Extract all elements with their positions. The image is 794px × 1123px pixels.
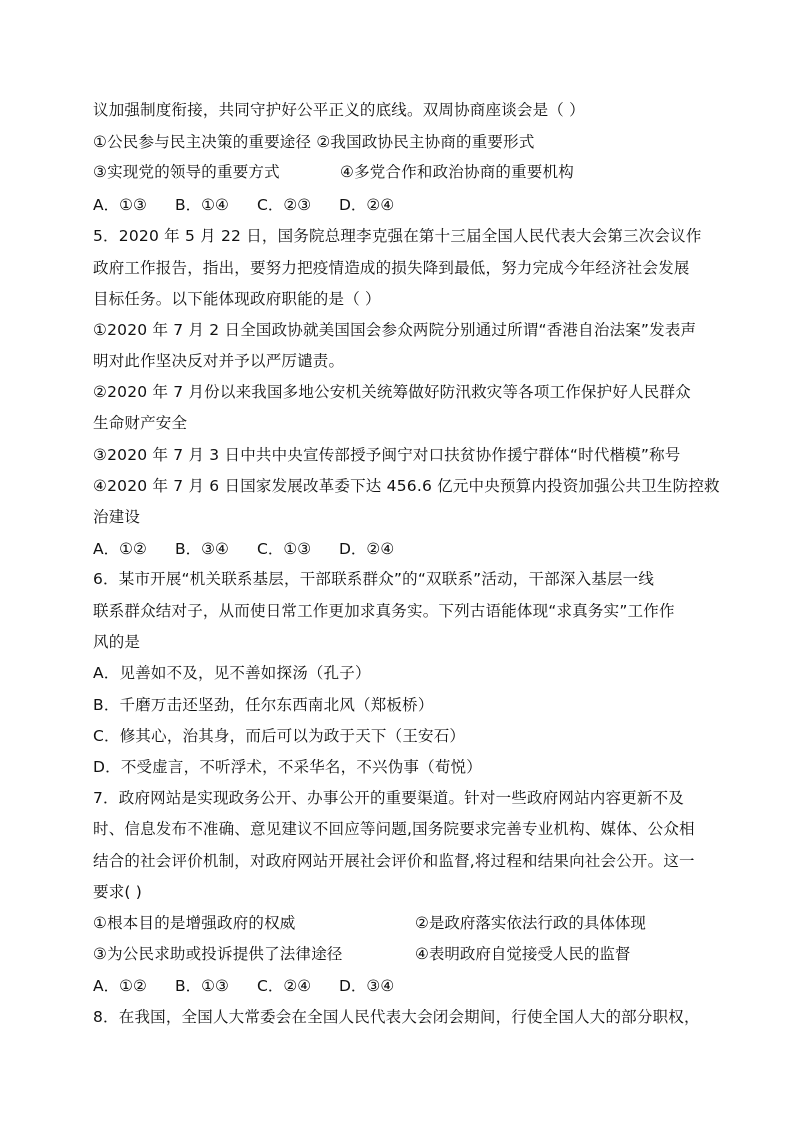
q7-statement-2: ②是政府落实依法行政的具体体现 xyxy=(415,914,646,932)
q8-stem-1: 8．在我国，全国人大常委会在全国人民代表大会闭会期间，行使全国人大的部分职权， xyxy=(93,1008,700,1026)
q6-stem-2: 联系群众结对子，从而使日常工作更加求真务实。下列古语能体现“求真务实”工作作 xyxy=(93,602,675,620)
q4-option-c: C．②③ xyxy=(257,196,312,214)
q7-option-b: B．①③ xyxy=(175,977,229,995)
q7-option-a: A．①② xyxy=(93,977,147,995)
q5-statement-3: ③2020 年 7 月 3 日中共中央宣传部授予闽宁对口扶贫协作援宁群体“时代楷模”称号 xyxy=(93,446,681,464)
q4-options xyxy=(93,194,421,216)
q7-statement-3: ③为公民求助或投诉提供了法律途径 xyxy=(93,945,343,963)
q7-stem-1: 7．政府网站是实现政务公开、办事公开的重要渠道。针对一些政府网站内容更新不及 xyxy=(93,789,684,807)
q5-statement-1b: 明对此作坚决反对并予以严厉谴责。 xyxy=(93,352,345,370)
q5-statement-2a: ②2020 年 7 月份以来我国多地公安机关统筹做好防汛救灾等各项工作保护好人民群众 xyxy=(93,383,691,401)
q5-stem-2: 政府工作报告，指出，要努力把疫情造成的损失降到最低，努力完成今年经济社会发展 xyxy=(93,259,690,277)
q7-statement-4: ④表明政府自觉接受人民的监督 xyxy=(415,945,631,963)
q6-option-a: A．见善如不及，见不善如探汤（孔子） xyxy=(93,664,371,682)
q6-option-b: B．千磨万击还坚劲，任尔东西南北风（郑板桥） xyxy=(93,696,434,714)
q4-option-d: D．②④ xyxy=(339,196,395,214)
q5-option-b: B．③④ xyxy=(175,540,229,558)
q5-statement-1a: ①2020 年 7 月 2 日全国政协就美国国会参众两院分别通过所谓“香港自治法案”发表声 xyxy=(93,321,697,339)
q4-option-a: A．①③ xyxy=(93,196,147,214)
q7-stem-4: 要求( ) xyxy=(93,883,143,901)
q7-option-c: C．②④ xyxy=(257,977,312,995)
q5-stem-1: 5．2020 年 5 月 22 日，国务院总理李克强在第十三届全国人民代表大会第三次会议作 xyxy=(93,227,702,245)
q5-option-d: D．②④ xyxy=(339,540,395,558)
q5-options xyxy=(93,538,421,560)
q7-stem-3: 结合的社会评价机制，对政府网站开展社会评价和监督,将过程和结果向社会公开。这一 xyxy=(93,852,695,870)
q4-stem-line: 议加强制度衔接，共同守护好公平正义的底线。双周协商座谈会是（ ） xyxy=(93,101,585,119)
q5-option-c: C．①③ xyxy=(257,540,312,558)
q5-statement-4a: ④2020 年 7 月 6 日国家发展改革委下达 456.6 亿元中央预算内投资加强公共卫生防控救 xyxy=(93,477,720,495)
q6-option-c: C．修其心，治其身，而后可以为政于天下（王安石） xyxy=(93,727,466,745)
q4-statement-1-2: ①公民参与民主决策的重要途径 ②我国政协民主协商的重要形式 xyxy=(93,133,535,151)
q7-statement-1: ①根本目的是增强政府的权威 xyxy=(93,914,296,932)
q5-stem-3: 目标任务。以下能体现政府职能的是（ ） xyxy=(93,290,381,308)
q4-statement-4: ④多党合作和政治协商的重要机构 xyxy=(340,163,574,181)
q6-option-d: D．不受虚言，不听浮术，不采华名，不兴伪事（荀悦） xyxy=(93,758,482,776)
q7-stem-2: 时、信息发布不准确、意见建议不回应等问题,国务院要求完善专业机构、媒体、公众相 xyxy=(93,820,695,838)
q5-statement-2b: 生命财产安全 xyxy=(93,414,188,432)
q4-statement-3: ③实现党的领导的重要方式 xyxy=(93,163,280,181)
q4-option-b: B．①④ xyxy=(175,196,229,214)
q5-option-a: A．①② xyxy=(93,540,147,558)
q6-stem-3: 风的是 xyxy=(93,633,141,651)
q7-options xyxy=(93,975,421,997)
q5-statement-4b: 治建设 xyxy=(93,508,141,526)
q7-option-d: D．③④ xyxy=(339,977,395,995)
q6-stem-1: 6．某市开展“机关联系基层，干部联系群众”的“双联系”活动，干部深入基层一线 xyxy=(93,570,655,588)
